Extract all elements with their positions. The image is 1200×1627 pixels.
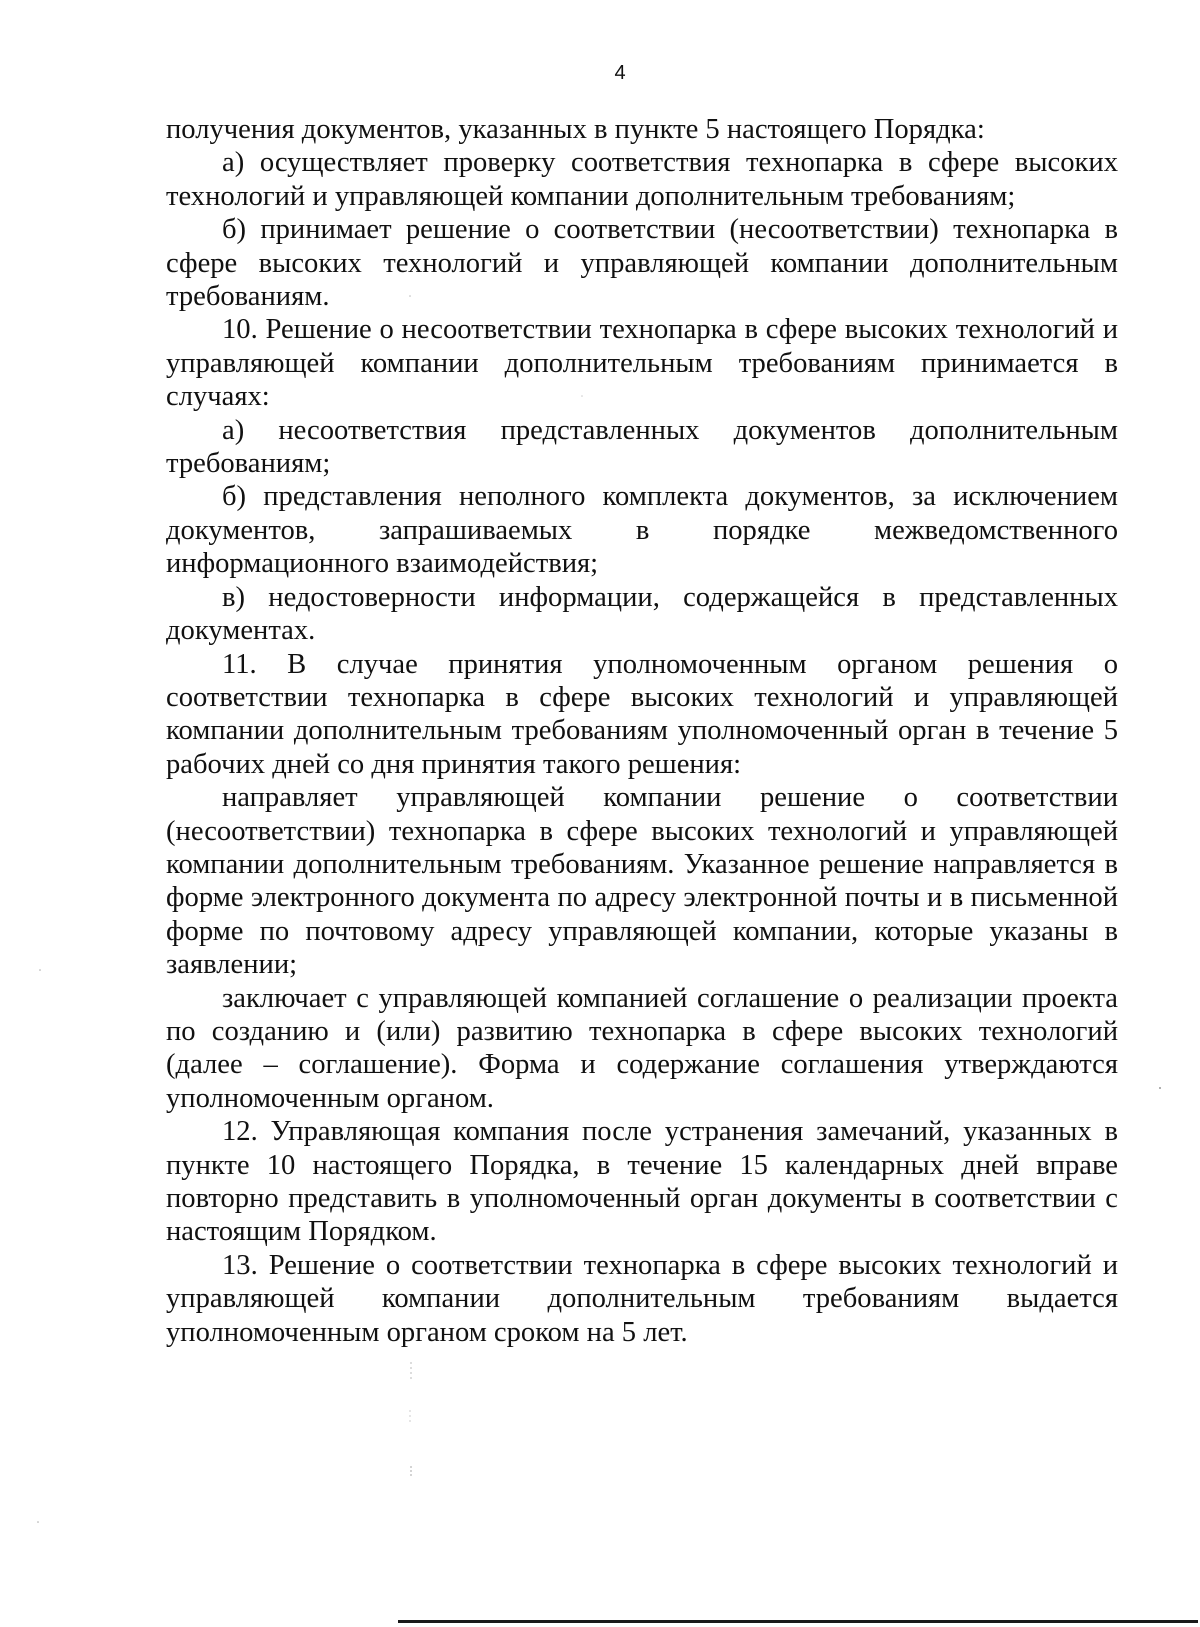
paragraph-10-item-v: в) недостоверности информации, содержащейся в представленных документах. — [166, 581, 1118, 647]
paragraph-item-a: а) осуществляет проверку соответствия технопарка в сфере высоких технологий и управляющей компании дополнительным требованиям; — [166, 147, 1118, 212]
document-body — [166, 113, 1118, 1349]
paragraph-10-item-a: а) несоответствия представленных документов дополнительным требованиям; — [166, 414, 1118, 480]
paragraph-item-b: б) принимает решение о соответствии (несоответствии) технопарка в сфере высоких технологий и управляющей компании дополнительным требованиям. — [166, 214, 1118, 313]
paragraph-12: 12. Управляющая компания после устранения замечаний, указанных в пункте 10 настоящего Порядка, в течение 15 календарных дней вправе повторно представить в уполномоченный орган документы в соответствии с настоящим Порядком. — [166, 1116, 1118, 1248]
bottom-rule — [398, 1620, 1198, 1623]
paragraph-10-item-b: б) представления неполного комплекта документов, за исключением документов, запрашиваемых в порядке межведомственного информационного взаимодействия; — [166, 481, 1118, 580]
paragraph-11: 11. В случае принятия уполномоченным органом решения о соответствии технопарка в сфере высоких технологий и управляющей компании дополнительным требованиям уполномоченный орган в течение 5 рабочих дней со дня принятия такого решения: — [166, 648, 1118, 780]
page-number: 4 — [614, 62, 626, 84]
paragraph-13: 13. Решение о соответствии технопарка в сфере высоких технологий и управляющей компании дополнительным требованиям выдается уполномоченным органом сроком на 5 лет. — [166, 1249, 1118, 1348]
paragraph-10: 10. Решение о несоответствии технопарка в сфере высоких технологий и управляющей компании дополнительным требованиям принимается в случаях: — [166, 314, 1118, 413]
paragraph-11-send-decision: направляет управляющей компании решение о соответствии (несоответствии) технопарка в сфере высоких технологий и управляющей компании дополнительным требованиям. Указанное решение направляется в форме электронного документа по адресу электронной почты и в письменной форме по почтовому адресу управляющей компании, которые указаны в заявлении; — [166, 782, 1118, 981]
paragraph-continuation: получения документов, указанных в пункте 5 настоящего Порядка: — [166, 114, 985, 145]
paragraph-11-agreement: заключает с управляющей компанией соглашение о реализации проекта по созданию и (или) развитию технопарка в сфере высоких технологий (далее – соглашение). Форма и содержание соглашения утверждаются уполномоченным органом. — [166, 982, 1118, 1114]
